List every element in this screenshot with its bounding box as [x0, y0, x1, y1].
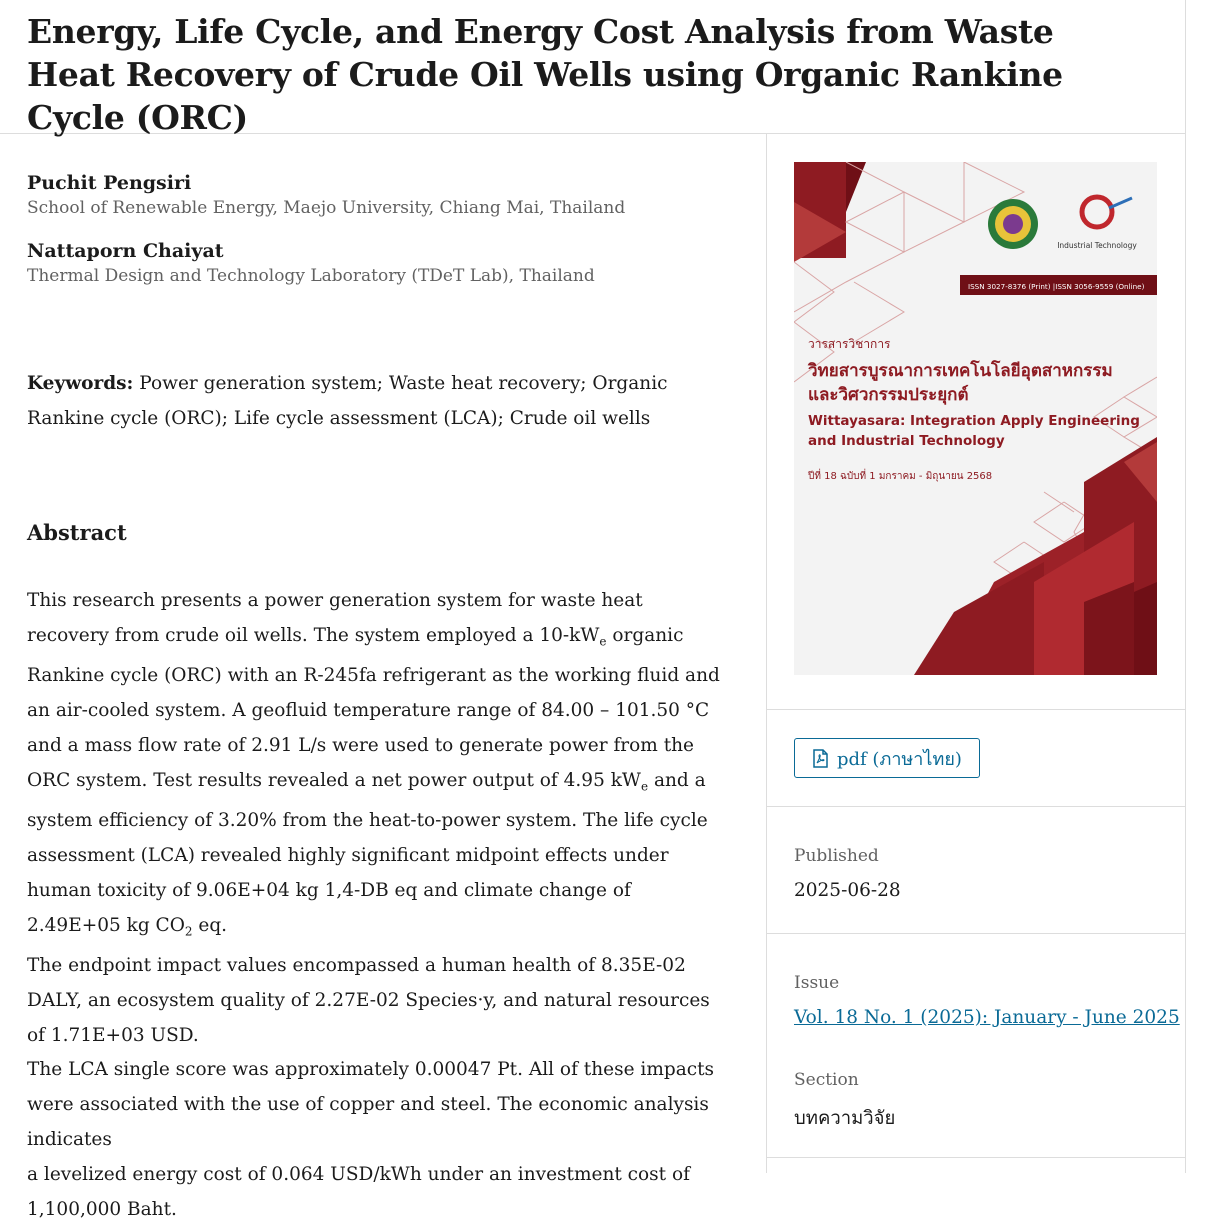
- page-title: Energy, Life Cycle, and Energy Cost Analysis from Waste Heat Recovery of Crude Oil Wells using Organic Rankine Cycle (ORC): [27, 12, 1063, 137]
- cover-issue-th: ปีที่ 18 ฉบับที่ 1 มกราคม - มิถุนายน 2568: [808, 471, 993, 482]
- cover-logo-text: Industrial Technology: [1057, 241, 1137, 250]
- issue-label: Issue: [794, 973, 840, 993]
- pdf-download-button[interactable]: [794, 738, 980, 778]
- abstract-paragraph: The LCA single score was approximately 0.00047 Pt. All of these impacts were associated with the use of copper and steel. The economic analysis indicates: [27, 1059, 715, 1151]
- issue-link[interactable]: Vol. 18 No. 1 (2025): January - June 2025: [794, 1007, 1180, 1028]
- article-main: [27, 170, 727, 1220]
- abstract-paragraph: This research presents a power generation system for waste heat recovery from crude oil wells. The system employed a $10-kW_e$ organic Rankine cycle (ORC) with an R-245fa refrigerant as the working fluid and an air-cooled system. A geofluid temperature range of 84.00 – 101.50 °C and a mass flow rate of 2.91 L/s were used to generate power from the ORC system. Test results revealed a net power output of 4.95 $kW_e$ and a system efficiency of 3.20% from the heat-to-power system. The life cycle assessment (LCA) revealed highly significant midpoint effects under human toxicity of 9.06E+04 kg 1,4-DB eq and climate change of 2.49E+05 kg $CO_2$ eq.: [27, 590, 720, 939]
- title-area: [0, 0, 1185, 137]
- abstract-paragraph: The endpoint impact values encompassed a human health of 8.35E-02 DALY, an ecosystem quality of 2.27E-02 Species·y, and natural resources of 1.71E+03 USD.: [27, 955, 710, 1046]
- pdf-file-icon: [812, 749, 829, 768]
- published-label: Published: [794, 846, 879, 866]
- issue-link-wrap: [794, 1007, 1180, 1028]
- abstract-text: [27, 584, 727, 1227]
- author-affiliation: Thermal Design and Technology Laboratory (TDeT Lab), Thailand: [27, 266, 595, 286]
- author-name: Puchit Pengsiri: [27, 172, 192, 194]
- cover-art: [794, 162, 1157, 675]
- cover-thai-title-2: และวิศวกรรมประยุกต์: [808, 385, 969, 405]
- section-label: Section: [794, 1070, 859, 1090]
- cover-small-title: วารสารวิชาการ: [808, 337, 891, 351]
- keywords-label: Keywords:: [27, 373, 134, 394]
- cover-en-title-1: Wittayasara: Integration Apply Engineering: [808, 413, 1140, 429]
- author-affiliation: School of Renewable Energy, Maejo University, Chiang Mai, Thailand: [27, 198, 626, 218]
- divider: [767, 806, 1186, 807]
- cover-thai-title-1: วิทยสารบูรณาการเทคโนโลยีอุตสาหกรรม: [808, 361, 1113, 381]
- divider: [767, 933, 1186, 934]
- abstract-paragraph: a levelized energy cost of 0.064 USD/kWh under an investment cost of 1,100,000 Baht.: [27, 1163, 690, 1220]
- journal-cover-image: [794, 162, 1157, 675]
- divider: [767, 1157, 1186, 1158]
- keywords: [27, 366, 727, 436]
- cover-en-title-2: and Industrial Technology: [808, 433, 1005, 449]
- section-value: บทความวิจัย: [794, 1108, 896, 1129]
- abstract-heading: Abstract: [27, 520, 127, 545]
- author-name: Nattaporn Chaiyat: [27, 240, 224, 262]
- divider: [767, 709, 1186, 710]
- published-date: 2025-06-28: [794, 880, 901, 901]
- sidebar: [766, 133, 1186, 1173]
- cover-issn: ISSN 3027-8376 (Print) |ISSN 3056-9559 (Online): [968, 282, 1145, 291]
- pdf-download-label: pdf (ภาษาไทย): [837, 748, 962, 770]
- keywords-value: Power generation system; Waste heat recovery; Organic Rankine cycle (ORC); Life cycle assessment (LCA); Crude oil wells: [27, 373, 668, 429]
- author-block: [27, 170, 727, 288]
